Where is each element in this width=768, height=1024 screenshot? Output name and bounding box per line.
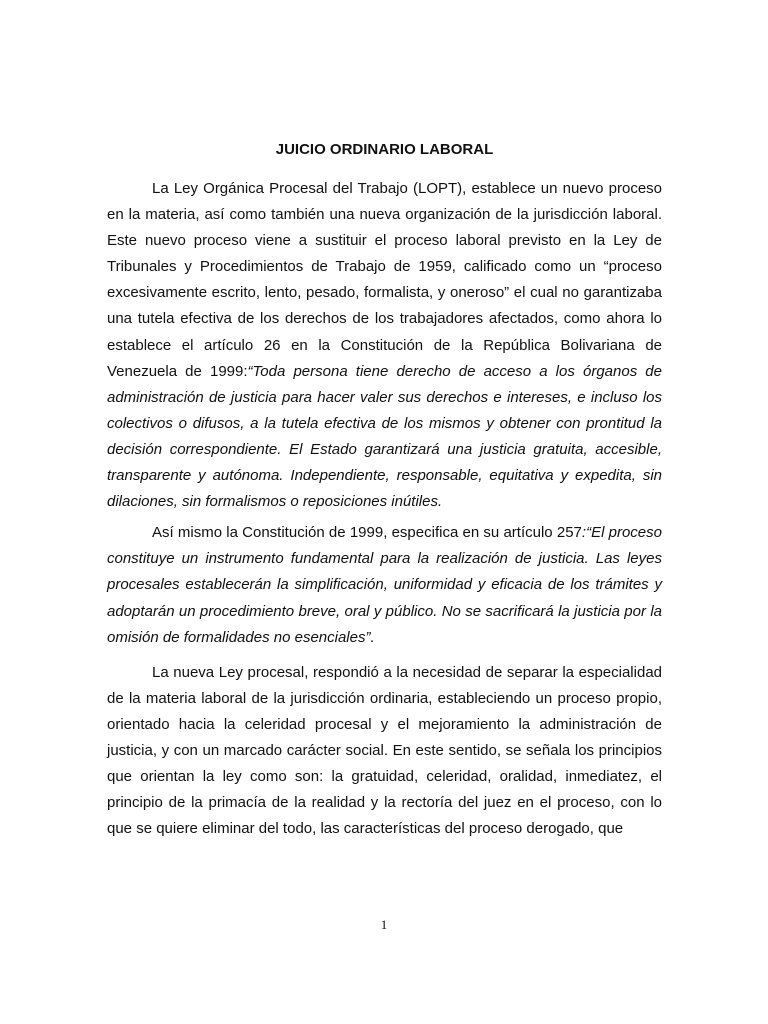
- paragraph-3-text: La nueva Ley procesal, respondió a la necesidad de separar la especialidad de la materia laboral de la jurisdicción ordinaria, estableciendo un proceso propio, orientado hacia la celeridad procesal y el mejoramiento la administración de justicia, y con un marcado carácter social. En este sentido, se señala los principios que orientan la ley como son: la gratuidad, celeridad, oralidad, inmediatez, el principio de la primacía de la realidad y la rectoría del juez en el proceso, con lo que se quiere eliminar del todo, las características del proceso derogado, que: [107, 663, 662, 838]
- page-number: 1: [380, 917, 388, 932]
- paragraph-2-text: Así mismo la Constitución de 1999, especifica en su artículo 257: [152, 524, 582, 542]
- document-title: JUICIO ORDINARIO LABORAL: [275, 141, 494, 158]
- document-body: [107, 139, 662, 842]
- paragraph-1-text: La Ley Orgánica Procesal del Trabajo (LOPT), establece un nuevo proceso en la materia, así como también una nueva organización de la jurisdicción laboral. Este nuevo proceso viene a sustituir el proceso laboral previsto en la Ley de Tribunales y Procedimientos de Trabajo de 1959, calificado como un “proceso excesivamente escrito, lento, pesado, formalista, y oneroso” el cual no garantizaba una tutela efectiva de los derechos de los trabajadores afectados, como ahora lo establece el artículo 26 en la Constitución de la República Bolivariana de Venezuela de 1999:: [107, 180, 662, 380]
- paragraph-2-quote: :“El proceso constituye un instrumento fundamental para la realización de justicia. Las leyes procesales establecerán la simplificación, uniformidad y eficacia de los trámites y adoptarán un procedimiento breve, oral y público. No se sacrificará la justicia por la omisión de formalidades no esenciales”.: [107, 524, 662, 646]
- paragraph-1: [107, 176, 662, 515]
- paragraph-3: [107, 660, 662, 843]
- paragraph-2: [107, 520, 662, 650]
- paragraph-1-quote: “Toda persona tiene derecho de acceso a los órganos de administración de justicia para hacer valer sus derechos e intereses, e incluso los colectivos o difusos, a la tutela efectiva de los mismos y obtener con prontitud la decisión correspondiente. El Estado garantizará una justicia gratuita, accesible, transparente y autónoma. Independiente, responsable, equitativa y expedita, sin dilaciones, sin formalismos o reposiciones inútiles.: [107, 362, 662, 511]
